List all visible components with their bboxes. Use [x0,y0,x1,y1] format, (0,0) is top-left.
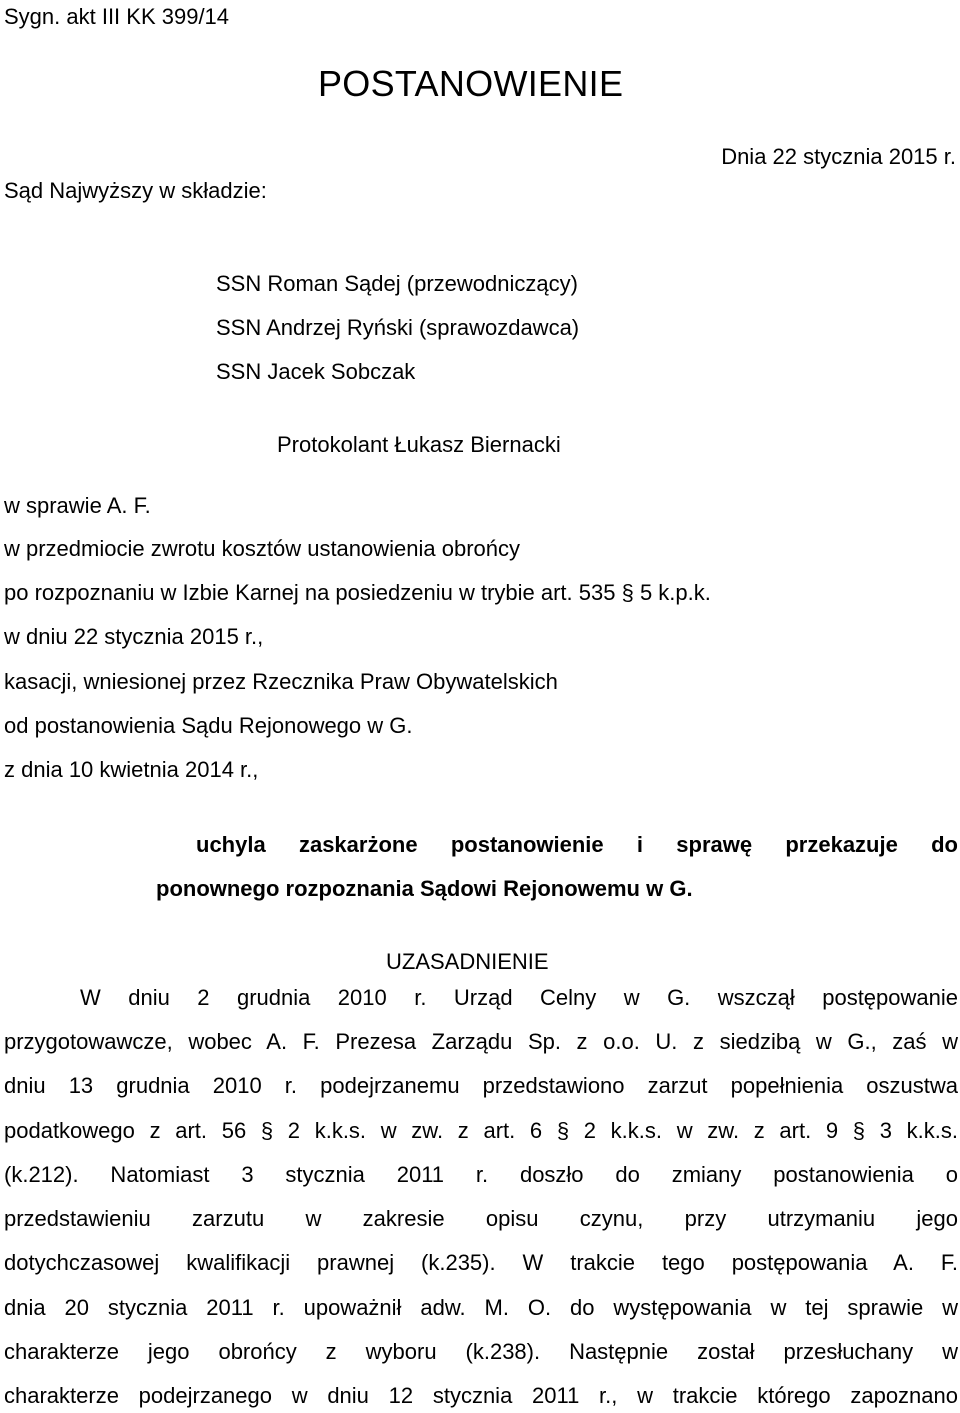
case-line: w sprawie A. F. [4,493,151,518]
justification-line: dotychczasowej kwalifikacji prawnej (k.235). W trakcie tego postępowania A. F. [4,1250,958,1275]
case-line: po rozpoznaniu w Izbie Karnej na posiedzeniu w trybie art. 535 § 5 k.p.k. [4,580,711,605]
justification-line: charakterze podejrzanego w dniu 12 stycznia 2011 r., w trakcie którego zapoznano [4,1383,958,1408]
case-line: od postanowienia Sądu Rejonowego w G. [4,713,413,738]
decision-line: uchyla zaskarżone postanowienie i sprawę przekazuje do [196,832,958,857]
court-composition-label: Sąd Najwyższy w składzie: [4,178,267,203]
clerk-line: Protokolant Łukasz Biernacki [277,432,561,457]
judge-rapporteur: SSN Andrzej Ryński (sprawozdawca) [216,315,580,340]
justification-line: przygotowawcze, wobec A. F. Prezesa Zarządu Sp. z o.o. U. z siedzibą w G., zaś w [4,1029,958,1054]
justification-heading: UZASADNIENIE [386,949,549,974]
document-title: POSTANOWIENIE [318,63,624,104]
justification-line: dniu 13 grudnia 2010 r. podejrzanemu przedstawiono zarzut popełnienia oszustwa [4,1073,958,1098]
case-line: w przedmiocie zwrotu kosztów ustanowienia obrońcy [4,536,521,561]
justification-line: (k.212). Natomiast 3 stycznia 2011 r. doszło do zmiany postanowienia o [4,1162,958,1187]
justification-line: podatkowego z art. 56 § 2 k.k.s. w zw. z art. 6 § 2 k.k.s. w zw. z art. 9 § 3 k.k.s. [4,1118,958,1143]
justification-line: przedstawieniu zarzutu w zakresie opisu czynu, przy utrzymaniu jego [4,1206,958,1231]
decision-date: Dnia 22 stycznia 2015 r. [721,144,956,169]
case-line: z dnia 10 kwietnia 2014 r., [4,757,259,782]
case-line: w dniu 22 stycznia 2015 r., [4,624,264,649]
justification-line: W dniu 2 grudnia 2010 r. Urząd Celny w G. wszczął postępowanie [80,985,958,1010]
justification-line: charakterze jego obrońcy z wyboru (k.238). Następnie został przesłuchany w [4,1339,958,1364]
judge-member: SSN Jacek Sobczak [216,359,416,384]
decision-line: ponownego rozpoznania Sądowi Rejonowemu w G. [156,876,693,901]
justification-line: dnia 20 stycznia 2011 r. upoważnił adw. M. O. do występowania w tej sprawie w [4,1295,958,1320]
case-line: kasacji, wniesionej przez Rzecznika Praw Obywatelskich [4,669,558,694]
judge-presiding: SSN Roman Sądej (przewodniczący) [216,271,578,296]
case-signature: Sygn. akt III KK 399/14 [4,4,230,29]
